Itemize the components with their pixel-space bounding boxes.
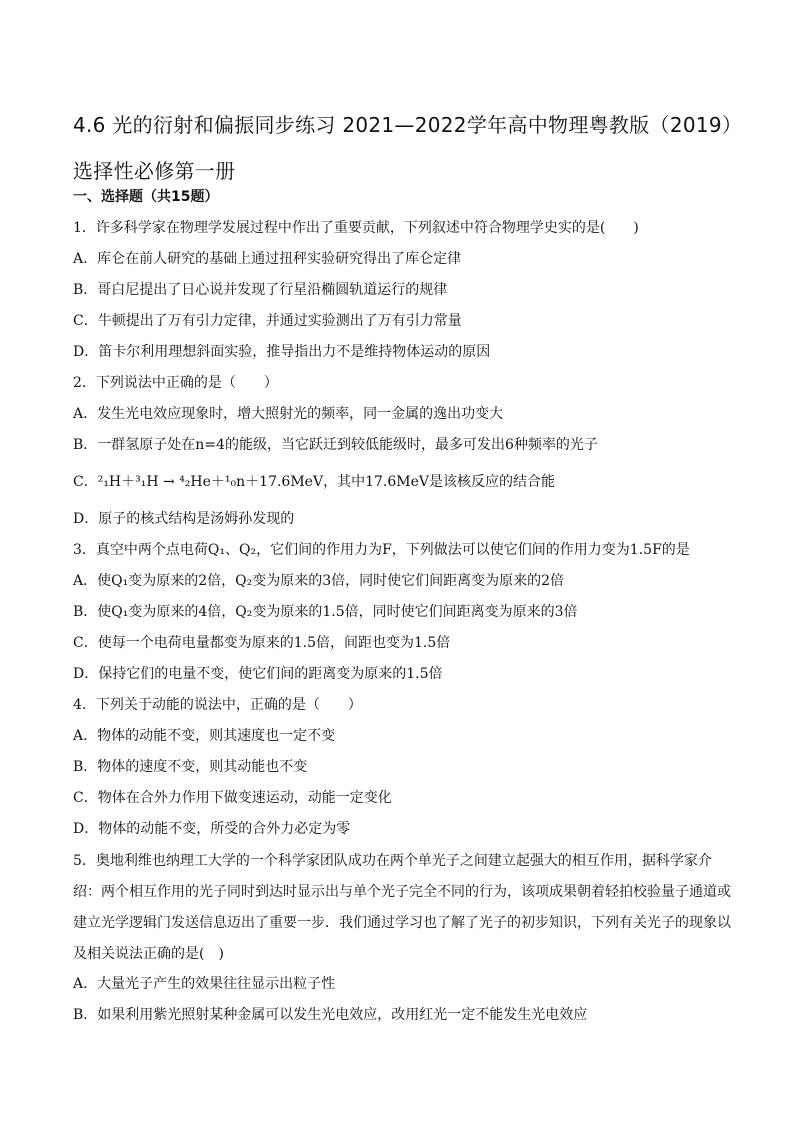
- question-2-option-b: B．一群氢原子处在n=4的能级，当它跃迁到较低能级时，最多可发出6种频率的光子: [73, 437, 598, 453]
- question-2-option-d: D．原子的核式结构是汤姆孙发现的: [73, 511, 295, 527]
- question-3-option-a: A．使Q₁变为原来的2倍，Q₂变为原来的3倍，同时使它们间距离变为原来的2倍: [73, 573, 565, 589]
- question-4-stem: 4．下列关于动能的说法中，正确的是（ ）: [73, 697, 362, 713]
- question-1-stem: 1．许多科学家在物理学发展过程中作出了重要贡献，下列叙述中符合物理学史实的是( ): [73, 220, 639, 236]
- question-1-option-b: B．哥白尼提出了日心说并发现了行星沿椭圆轨道运行的规律: [73, 282, 448, 298]
- question-5-option-a: A．大量光子产生的效果往往显示出粒子性: [73, 976, 336, 992]
- question-2-option-c: C．²₁H＋³₁H → ⁴₂He＋¹₀n＋17.6MeV，其中17.6MeV是该核反应的结合能: [73, 474, 555, 490]
- question-4-option-d: D．物体的动能不变，所受的合外力必定为零: [73, 821, 351, 837]
- question-1-option-c: C．牛顿提出了万有引力定律，并通过实验测出了万有引力常量: [73, 313, 462, 329]
- question-4-option-c: C．物体在合外力作用下做变速运动，动能一定变化: [73, 790, 392, 806]
- document-title: 4.6 光的衍射和偏振同步练习 2021—2022学年高中物理粤教版（2019）选择性必修第一册: [73, 113, 733, 183]
- question-5-stem: 5．奥地利维也纳理工大学的一个科学家团队成功在两个单光子之间建立起强大的相互作用，据科学家介绍：两个相互作用的光子同时到达时显示出与单个光子完全不同的行为，该项成果朝着轻拍校验量子通道或建立光学逻辑门发送信息迈出了重要一步．我们通过学习也了解了光子的初步知识，下列有关光子的现象以及相关说法正确的是( ): [73, 853, 731, 962]
- question-4-option-b: B．物体的速度不变，则其动能也不变: [73, 759, 308, 775]
- section-heading: 一、选择题（共15题）: [73, 189, 219, 205]
- question-5-option-b: B．如果利用紫光照射某种金属可以发生光电效应，改用红光一定不能发生光电效应: [73, 1007, 588, 1023]
- question-3-option-d: D．保持它们的电量不变，使它们间的距离变为原来的1.5倍: [73, 666, 443, 682]
- question-3-stem: 3．真空中两个点电荷Q₁、Q₂，它们间的作用力为F，下列做法可以使它们间的作用力变为1.5F的是: [73, 542, 690, 558]
- question-3-option-b: B．使Q₁变为原来的4倍，Q₂变为原来的1.5倍，同时使它们间距离变为原来的3倍: [73, 604, 578, 620]
- question-2-stem: 2．下列说法中正确的是（ ）: [73, 375, 278, 391]
- question-4-option-a: A．物体的动能不变，则其速度也一定不变: [73, 728, 336, 744]
- question-1-option-d: D．笛卡尔利用理想斜面实验，推导指出力不是维持物体运动的原因: [73, 344, 491, 360]
- question-2-option-a: A．发生光电效应现象时，增大照射光的频率，同一金属的逸出功变大: [73, 406, 504, 422]
- question-1-option-a: A．库仑在前人研究的基础上通过扭秤实验研究得出了库仑定律: [73, 251, 462, 267]
- question-3-option-c: C．使每一个电荷电量都变为原来的1.5倍，间距也变为1.5倍: [73, 635, 451, 651]
